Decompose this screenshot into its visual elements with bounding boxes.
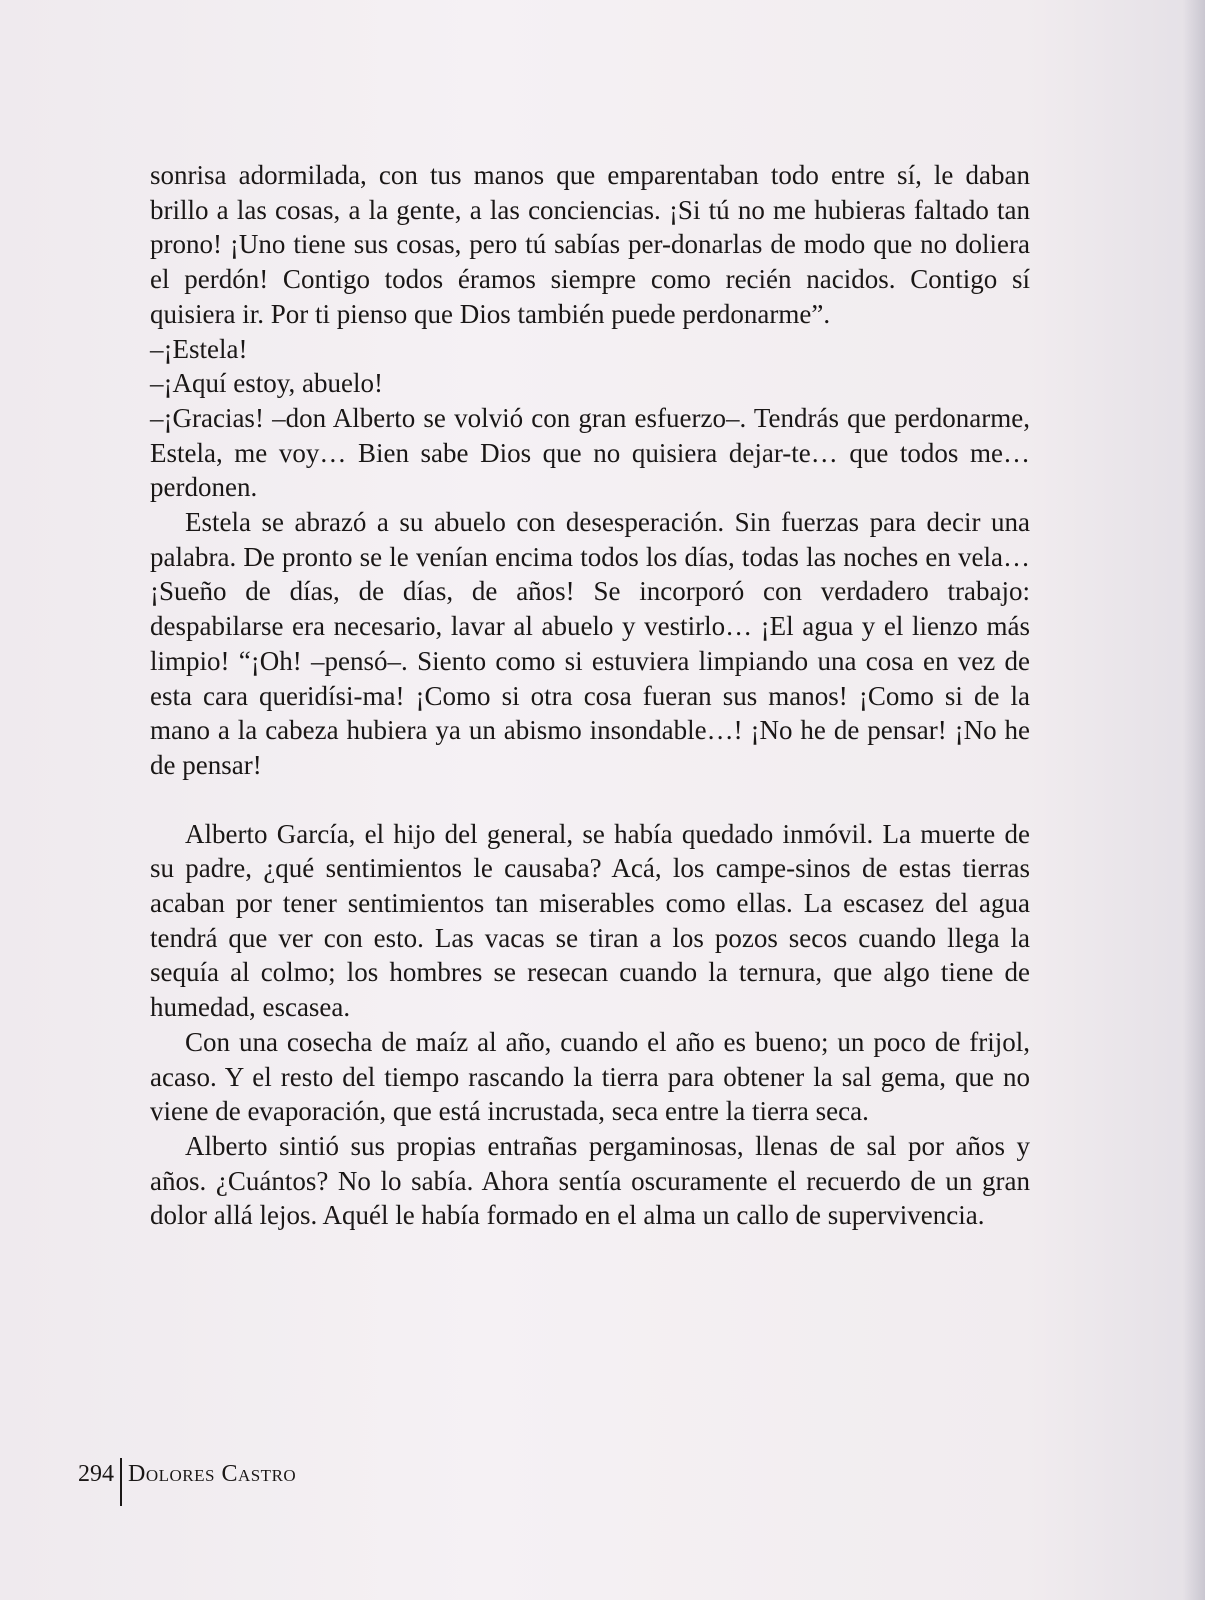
body-text [150,158,1030,1233]
dialogue-line-estela: –¡Estela! [150,333,248,364]
footer-divider [120,1458,122,1506]
paragraph-entranas: Alberto sintió sus propias entrañas pergaminosas, llenas de sal por años y años. ¿Cuántos? No lo sabía. Ahora sentía oscuramente el recuerdo de un gran dolor allá lejos. Aquél le había formado en el alma un callo de supervivencia. [150,1130,1030,1231]
paragraph-1: sonrisa adormilada, con tus manos que emparentaban todo entre sí, le daban brillo a las cosas, a la gente, a las conciencias. ¡Si tú no me hubieras faltado tan prono! ¡Uno tiene sus cosas, pero tú sabías per-donarlas de modo que no doliera el perdón! Contigo todos éramos siempre como recién nacidos. Contigo sí quisiera ir. Por ti pienso que Dios también puede perdonarme”. [150,160,1030,329]
paragraph-estela-abrazo: Estela se abrazó a su abuelo con desesperación. Sin fuerzas para decir una palabra. De pronto se le venían encima todos los días, todas las noches en vela… ¡Sueño de días, de días, de años! Se incorporó con verdadero trabajo: despabilarse era necesario, lavar al abuelo y vestirlo… ¡El agua y el lienzo más limpio! “¡Oh! –pensó–. Siento como si estuviera limpiando una cosa en vez de esta cara queridísi-ma! ¡Como si otra cosa fueran sus manos! ¡Como si de la mano a la cabeza hubiera ya un abismo insondable…! ¡No he de pensar! ¡No he de pensar! [150,507,1030,780]
dialogue-line-aqui-estoy: –¡Aquí estoy, abuelo! [150,368,383,399]
running-head-author: Dolores Castro [128,1461,297,1487]
page-footer [78,1458,296,1506]
dialogue-line-gracias: –¡Gracias! –don Alberto se volvió con gran esfuerzo–. Tendrás que perdonarme, Estela, me voy… Bien sabe Dios que no quisiera dejar-te… que todos me… perdonen. [150,402,1030,503]
paragraph-alberto-garcia: Alberto García, el hijo del general, se había quedado inmóvil. La muerte de su padre, ¿qué sentimientos le causaba? Acá, los campe-sinos de estas tierras acaban por tener sentimientos tan miserables como ellas. La escasez del agua tendrá que ver con esto. Las vacas se tiran a los pozos secos cuando llega la sequía al colmo; los hombres se resecan cuando la ternura, que algo tiene de humedad, escasea. [150,818,1030,1023]
page-edge-shadow [1183,0,1205,1600]
page-number: 294 [78,1461,114,1487]
paragraph-cosecha: Con una cosecha de maíz al año, cuando el año es bueno; un poco de frijol, acaso. Y el resto del tiempo rascando la tierra para obtener la sal gema, que no viene de evaporación, que está incrustada, seca entre la tierra seca. [150,1026,1030,1127]
